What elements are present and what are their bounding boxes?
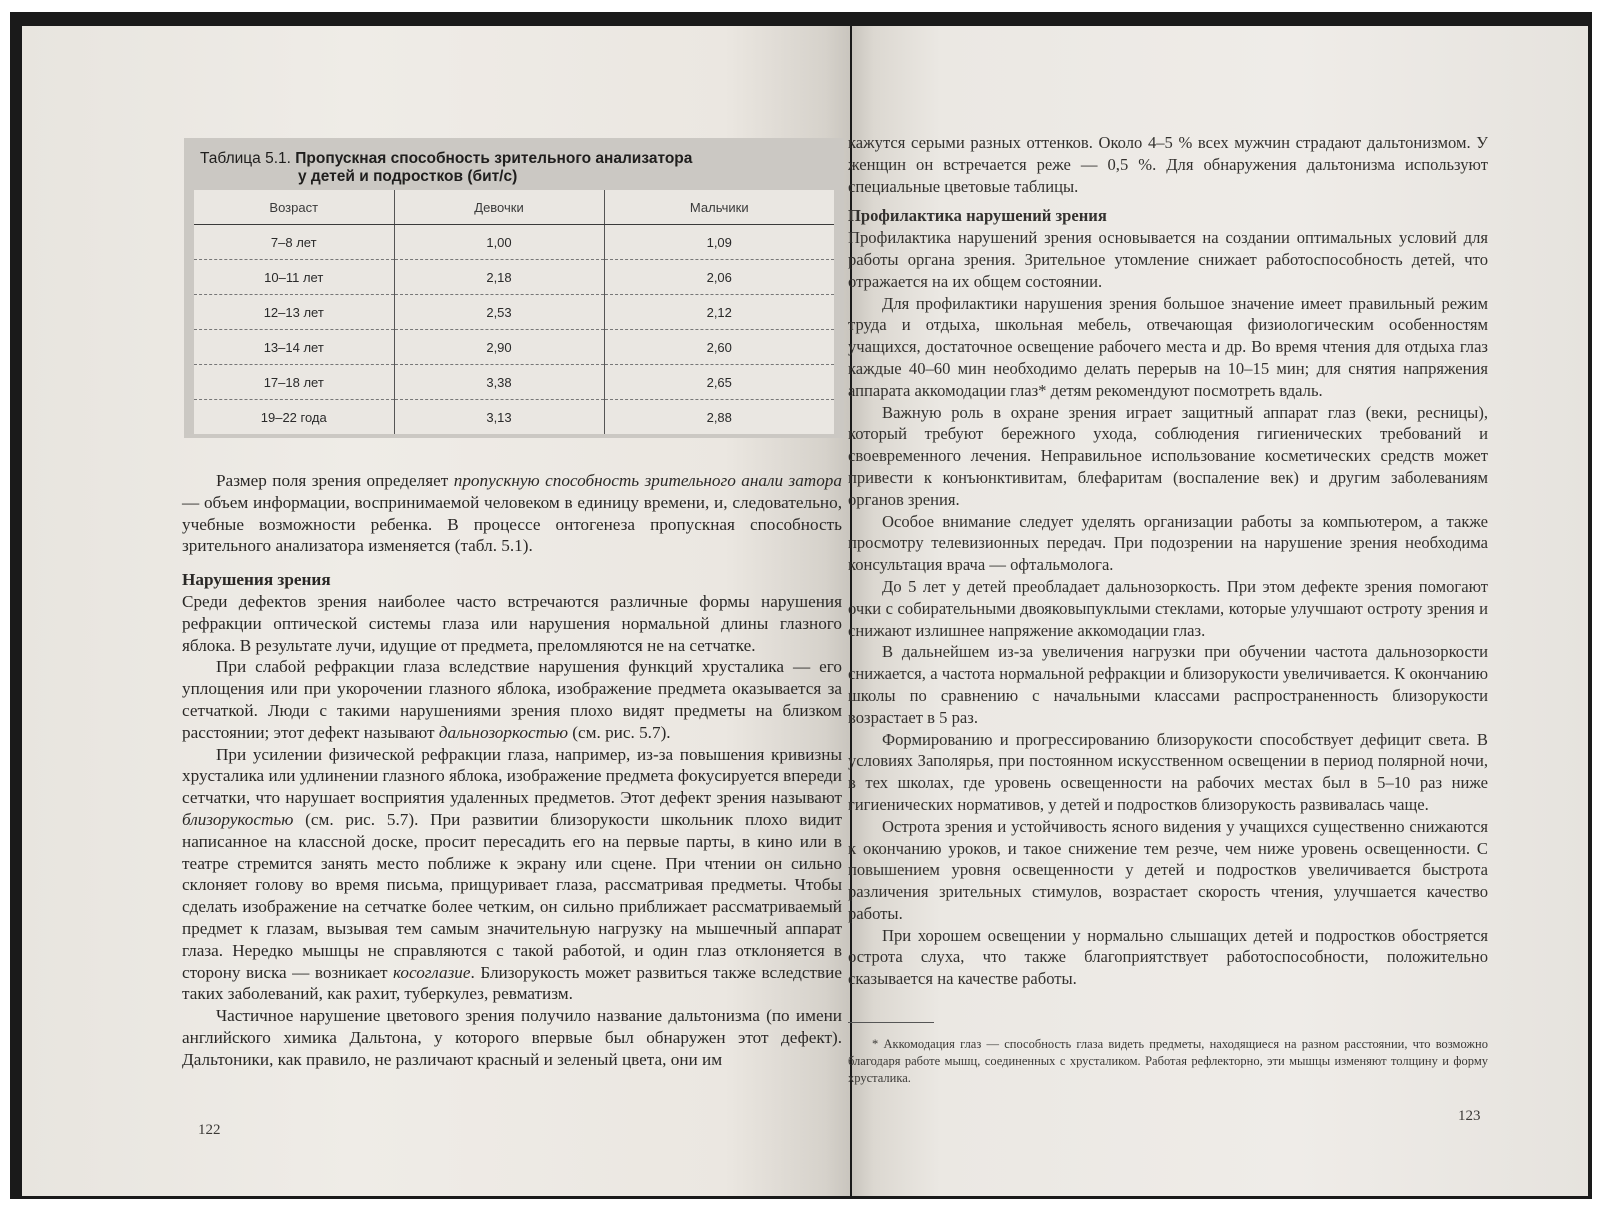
paragraph: Острота зрения и устойчивость ясного видения у учащихся существенно снижаются к окончанию уроков, и такое снижение тем резче, чем ниже уровень освещенности. С повышением уровня освещенности у детей и подростков увеличивается быстрота различения зрительных стимулов, возрастает скорость чтения, улучшается качество работы.	[848, 816, 1488, 923]
paragraph: Особое внимание следует уделять организации работы за компьютером, а также просмотру телевизионных передач. При подозрении на нарушение зрения необходима консультация врача — офтальмолога.	[848, 511, 1488, 575]
paragraph	[182, 656, 842, 743]
table-row	[194, 225, 834, 260]
cell-age: 12–13 лет	[194, 295, 394, 330]
cell-girls: 3,13	[394, 400, 604, 435]
page-number-left: 122	[198, 1122, 221, 1138]
paragraph: В дальнейшем из-за увеличения нагрузки при обучении частота дальнозоркости снижается, а частота нормальной рефракции и близорукости увеличивается. К окончанию школы по сравнению с начальными классами распространенность близорукости возрастает в 5 раз.	[848, 642, 1488, 727]
cell-boys: 2,12	[604, 295, 834, 330]
text-run: (см. рис. 5.7).	[567, 722, 671, 742]
book-scan	[10, 12, 1592, 1199]
footnote-divider	[848, 1022, 934, 1023]
cell-girls: 2,53	[394, 295, 604, 330]
data-table	[194, 190, 834, 434]
left-text-column	[182, 470, 842, 1071]
paragraph: Частичное нарушение цветового зрения получило название дальтонизма (по имени английского химика Дальтона, у которого впервые был обнаружен этот дефект). Дальтоники, как правило, не различают красный и зеленый цвета, они им	[182, 1006, 842, 1069]
cell-girls: 2,90	[394, 330, 604, 365]
page-number-right: 123	[1458, 1108, 1481, 1124]
left-page	[22, 26, 850, 1196]
header-age: Возраст	[194, 190, 394, 225]
right-text-column	[848, 132, 1488, 990]
text-run: (см. рис. 5.7). При развитии близорукости школьник плохо видит написанное на классной доске, просит пересадить его на первые парты, в кино или в театре стремится занять место поближе к экрану или сцене. При чтении он сильно склоняет голову во время письма, прищуривает глаза, рассматривая предметы. Чтобы сделать изображение на сетчатке более четким, он сильно приближает рассматриваемый предмет к глазам, вызывая тем самым значительную нагрузку на мышечный аппарат глаза. Нередко мышцы не справляются с такой работой, и один глаз отклоняется в сторону виска — возникает	[182, 809, 842, 982]
footnote: * Аккомодация глаз — способность глаза видеть предметы, находящиеся на разном расстоянии, что возможно благодаря работе мышц, соединенных с хрусталиком. Работая рефлекторно, эти мышцы изменяют толщину и форму хрусталика.	[848, 1037, 1488, 1085]
paragraph: кажутся серыми разных оттенков. Около 4–5 % всех мужчин страдают дальтонизмом. У женщин он встречается реже — 0,5 %. Для обнаружения дальтонизма используют специальные цветовые таблицы.	[848, 133, 1488, 196]
table-caption-title-line2: у детей и подростков (бит/с)	[298, 168, 518, 185]
cell-girls: 2,18	[394, 260, 604, 295]
header-girls: Девочки	[394, 190, 604, 225]
cell-age: 17–18 лет	[194, 365, 394, 400]
table-header-row	[194, 190, 834, 225]
text-run: Размер поля зрения определяет	[216, 471, 454, 490]
table-caption-prefix: Таблица 5.1.	[200, 150, 291, 167]
cell-boys: 2,88	[706, 409, 732, 425]
cell-age: 7–8 лет	[194, 225, 394, 260]
paragraph	[182, 744, 842, 1006]
paragraph: Важную роль в охране зрения играет защитный аппарат глаз (веки, ресницы), который требуют бережного ухода, соблюдения гигиенических требований и своевременного лечения. Неправильное использование косметических средств может привести к конъюнктивитам, блефаритам (воспаление век) и другим заболеваниям органов зрения.	[848, 402, 1488, 509]
italic-term: близорукостью	[182, 809, 294, 829]
cell-age: 13–14 лет	[194, 330, 394, 365]
paragraph	[182, 470, 842, 557]
italic-term: косоглазие	[393, 962, 471, 982]
table-row	[194, 295, 834, 330]
cell-age: 19–22 года	[194, 400, 394, 435]
italic-term: дальнозоркостью	[438, 722, 568, 742]
cell-age: 10–11 лет	[194, 260, 394, 295]
table-row	[194, 365, 834, 400]
cell-girls: 1,00	[394, 225, 604, 260]
table-row	[194, 260, 834, 295]
section-heading: Нарушения зрения	[182, 570, 331, 590]
paragraph: Формированию и прогрессированию близорукости способствует дефицит света. В условиях Заполярья, при постоянном искусственном освещении в период полярной ночи, в тех школах, где уровень освещенности на рабочих местах был в 5–10 раз ниже гигиенических нормативов, у детей и подростков близорукость развивалась чаще.	[848, 729, 1488, 814]
cell-boys: 2,60	[604, 330, 834, 365]
paragraph: Среди дефектов зрения наиболее часто встречаются различные формы нарушения рефракции оптической системы глаза или нарушения нормальной длины глазного яблока. В результате лучи, идущие от предмета, преломляются не на сетчатке.	[182, 591, 842, 655]
paragraph: При хорошем освещении у нормально слышащих детей и подростков обостряется острота слуха, что также благоприятствует работоспособности, положительно сказывается на качестве работы.	[848, 925, 1488, 989]
cell-boys: 2,65	[604, 365, 834, 400]
section-heading: Профилактика нарушений зрения	[848, 206, 1107, 226]
table-caption	[200, 150, 820, 186]
paragraph: Профилактика нарушений зрения основывается на создании оптимальных условий для работы органа зрения. Зрительное утомление снижает работоспособность детей, что отражается на их общем состоянии.	[848, 228, 1488, 291]
text-run: — объем информации, воспринимаемой человеком в единицу времени, и, следовательно, учебные возможности ребенка. В процессе онтогенеза пропускная способность зрительного анализатора изменяется (табл. 5.1).	[182, 492, 842, 556]
table-panel	[184, 138, 844, 438]
header-boys: Мальчики	[604, 190, 834, 225]
text-run: При слабой рефракции глаза вследствие нарушения функций хрусталика — его уплощения или при укорочении глазного яблока, изображение предмета оказывается за сетчаткой. Люди с такими нарушениями зрения плохо видят предметы на близком расстоянии; этот дефект называют	[182, 657, 842, 742]
paragraph: До 5 лет у детей преобладает дальнозоркость. При этом дефекте зрения помогают очки с собирательными двояковыпуклыми стеклами, которые улучшают остроту зрения и снижают излишнее напряжение аккомодации глаз.	[848, 576, 1488, 640]
table-row	[194, 330, 834, 365]
cell-boys: 1,09	[604, 225, 834, 260]
table-caption-title: Пропускная способность зрительного анализатора	[295, 150, 693, 167]
paragraph: Для профилактики нарушения зрения большое значение имеет правильный режим труда и отдыха, школьная мебель, отвечающая физиологическим особенностям учащихся, достаточное освещение рабочего места и др. Во время чтения для отдыха глаз каждые 40–60 мин необходимо делать перерыв на 10–15 мин; для снятия напряжения аппарата аккомодации глаз* детям рекомендуют посмотреть вдаль.	[848, 293, 1488, 400]
table-row	[194, 400, 834, 435]
italic-term: пропускную способность зрительного анали затора	[453, 471, 842, 490]
text-run: . Близорукость может развиться также вследствие таких заболеваний, как рахит, туберкулез, ревматизм.	[182, 962, 842, 1004]
text-run: При усилении физической рефракции глаза, например, из-за повышения кривизны хрусталика или удлинении глазного яблока, изображение предмета фокусируется впереди сетчатки, что нарушает восприятия удаленных предметов. Этот дефект зрения называют	[182, 744, 842, 808]
cell-boys: 2,06	[604, 260, 834, 295]
cell-girls: 3,38	[394, 365, 604, 400]
